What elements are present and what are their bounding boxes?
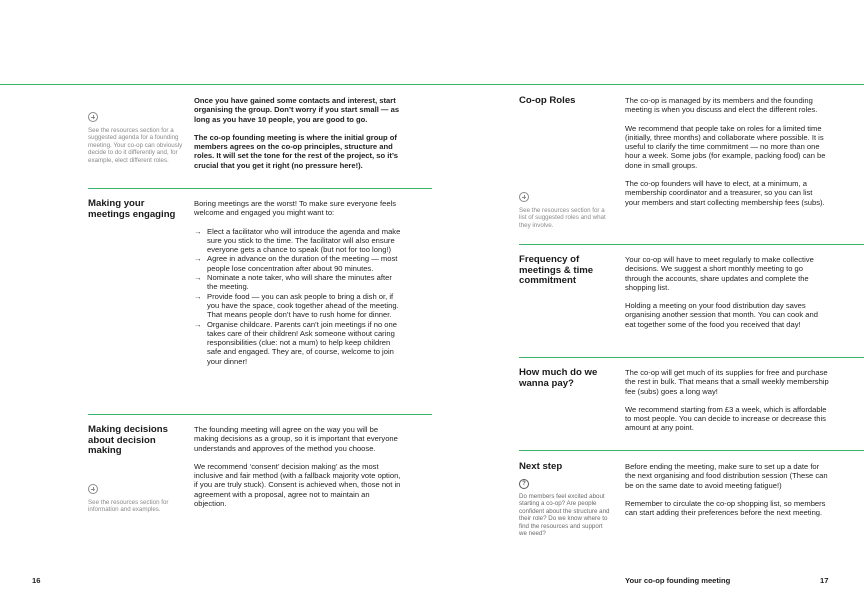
- roles-note-text: See the resources section for a list of suggested roles and what they involve.: [519, 207, 606, 229]
- next-body: [625, 462, 829, 526]
- list-item: → Organise childcare. Parents can’t join meetings if no one takes care of their children! Ask someone without caring responsibilities (clue: not a mum) to help keep children safe and engaged. They are, of course, welcome to join your dinner!: [194, 319, 397, 366]
- footer-title: Your co-op founding meeting: [625, 576, 731, 585]
- arrow-right-icon: →: [194, 273, 202, 283]
- next-paragraph-1: Before ending the meeting, make sure to set up a date for the next organising and food distribution session (These can be on the same date to avoid meeting fatigue!): [625, 462, 828, 490]
- frequency-paragraph-1: Your co-op will have to meet regularly to make collective decisions. We suggest a short monthly meeting to go through the accounts, share updates and complete the shopping list.: [625, 255, 814, 292]
- top-rule-left: [0, 84, 432, 85]
- list-item: → Agree in advance on the duration of the meeting — most people lose concentration after about 90 minutes.: [194, 254, 398, 273]
- page-number-right: 17: [820, 576, 829, 585]
- pay-body: [625, 368, 829, 442]
- page-number-left: 16: [32, 576, 41, 585]
- arrow-right-icon: →: [194, 226, 202, 236]
- roles-paragraph-3: The co-op founders will have to elect, at a minimum, a membership coordinator and a treasurer, so you can list your members and start collecting membership fees (subs).: [625, 179, 825, 207]
- frequency-paragraph-2: Holding a meeting on your food distribution day saves organising another session that month. You can cook and eat together some of the food you received that day!: [625, 301, 818, 329]
- decisions-paragraph-1: The founding meeting will agree on the way you will be making decisions as a group, so it is important that everyone understands and approves of the method you choose.: [194, 425, 398, 453]
- list-item: → Nominate a note taker, who will share the minutes after the meeting.: [194, 273, 392, 292]
- pay-paragraph-1: The co-op will get much of its supplies for free and purchase the rest in bulk. That means that a small weekly membership fee (subs) goes a long way!: [625, 368, 829, 396]
- engaging-list: [194, 227, 404, 366]
- intro-paragraph-2: The co-op founding meeting is where the initial group of members agrees on the co-op principles, structure and roles. It will set the tone for the rest of the project, so it’s crucial that you get it right (no pressure here!).: [194, 132, 398, 170]
- heading-decisions: Making decisions about decision making: [88, 424, 168, 456]
- heading-roles: Co-op Roles: [519, 95, 576, 106]
- next-note-text: Do members feel excited about starting a co-op? Are people confident about the structure and their role? Do we know where to find the resources and support we need?: [519, 493, 610, 538]
- roles-paragraph-2: We recommend that people take on roles for a limited time (initially, three months) and collaborate where possible. It is useful to clarify the time commitment — no more than one hour a week. Some jobs (for example, packing food) can be done in small groups.: [625, 123, 826, 170]
- plus-circle-icon: [88, 112, 98, 122]
- arrow-right-icon: →: [194, 319, 202, 329]
- list-item: → Elect a facilitator who will introduce the agenda and make sure you stick to the time. The facilitator will also ensure everyone gets a chance to speak (but not for too long!): [194, 226, 401, 255]
- rule-decisions: [88, 414, 432, 415]
- heading-pay: How much do we wanna pay?: [519, 367, 598, 389]
- heading-engaging: Making your meetings engaging: [88, 198, 176, 220]
- rule-pay: [519, 357, 864, 358]
- decisions-note-text: See the resources section for information and examples.: [88, 499, 169, 514]
- next-paragraph-2: Remember to circulate the co-op shopping list, so members can start adding their preferences before the next meeting.: [625, 498, 826, 518]
- rule-frequency: [519, 244, 864, 245]
- top-rule-right: [432, 84, 864, 85]
- roles-body: [625, 96, 829, 216]
- decisions-note: [88, 484, 184, 514]
- roles-note: [519, 192, 611, 229]
- next-note: [519, 479, 611, 537]
- arrow-right-icon: →: [194, 291, 202, 301]
- question-circle-icon: ?: [519, 479, 529, 489]
- intro-note-text: See the resources section for a suggested agenda for a founding meeting. Your co-op can obviously decide to do it differently and, for example, elect different roles.: [88, 127, 183, 164]
- intro-note: [88, 112, 184, 164]
- engaging-body: [194, 199, 404, 366]
- pay-paragraph-2: We recommend starting from £3 a week, which is affordable to most people. You can decide to increase or decrease this amount at any point.: [625, 404, 827, 433]
- rule-next: [519, 450, 864, 451]
- roles-paragraph-1: The co-op is managed by its members and the founding meeting is when you discuss and elect the different roles.: [625, 96, 818, 115]
- arrow-right-icon: →: [194, 254, 202, 264]
- frequency-body: [625, 255, 829, 338]
- engaging-intro: Boring meetings are the worst! To make sure everyone feels welcome and engaged you might want to:: [194, 199, 397, 218]
- decisions-body: [194, 425, 404, 517]
- decisions-paragraph-2: We recommend ‘consent’ decision making’ as the most inclusive and fair method (with a fallback majority vote option, if you are truly stuck). Consent is achieved when, those not in agreement with a proposal, agree not to maintain an objection.: [194, 461, 401, 509]
- plus-circle-icon: [519, 192, 529, 202]
- rule-engaging: [88, 188, 432, 189]
- intro-text: [194, 96, 402, 179]
- intro-paragraph-1: Once you have gained some contacts and interest, start organising the group. Don’t worry if you start small — as long as you have 10 people, you are good to go.: [194, 96, 400, 124]
- heading-frequency: Frequency of meetings & time commitment: [519, 254, 594, 286]
- heading-next-step: Next step: [519, 461, 563, 472]
- list-item: → Provide food — you can ask people to bring a dish or, if you have the space, cook together ahead of the meeting. That means people don’t have to rush home for dinner.: [194, 291, 399, 320]
- plus-circle-icon: [88, 484, 98, 494]
